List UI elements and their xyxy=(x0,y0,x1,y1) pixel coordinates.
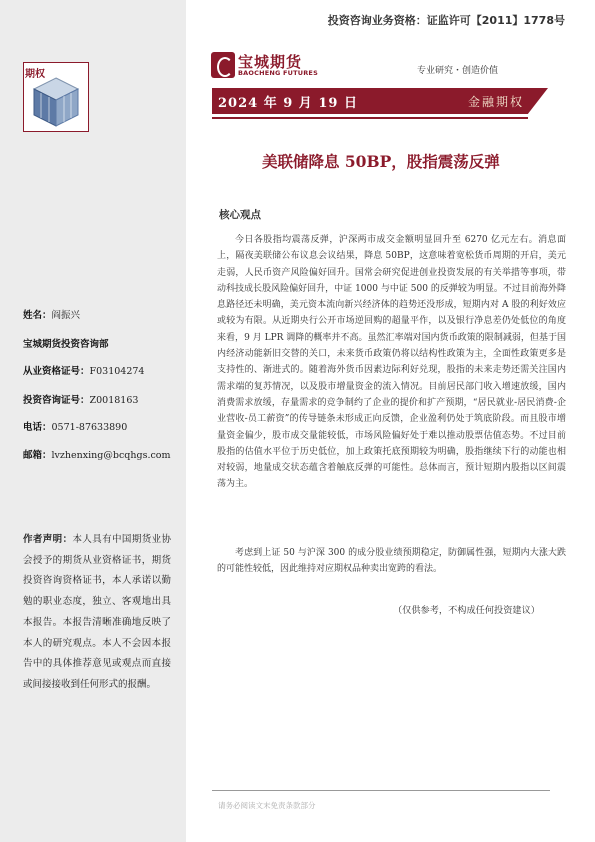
analyst-qualification xyxy=(23,363,183,377)
statement-text: 本人具有中国期货业协会授予的期货从业资格证书，期货投资咨询资格证书，本人承诺以勤勉的职业态度，独立、客观地出具本报告。本报告清晰准确地反映了本人的研究观点。本人不会因本报告中的具体推荐意见或观点而直接或间接接收到任何形式的报酬。 xyxy=(23,534,171,690)
report-date: 2024 年 9 月 19 日 xyxy=(218,96,358,111)
phone-label: 电话： xyxy=(23,422,52,433)
analyst-name-value: 阎振兴 xyxy=(51,310,81,321)
analyst-phone xyxy=(23,419,183,433)
logo-name-en: BAOCHENG FUTURES xyxy=(238,69,318,77)
license-text: 投资咨询业务资格：证监许可【2011】1778号 xyxy=(327,14,565,27)
options-badge xyxy=(23,62,89,132)
analyst-name xyxy=(23,307,183,321)
logo-icon xyxy=(211,52,235,78)
company-logo xyxy=(211,52,321,82)
analyst-name-label: 姓名： xyxy=(23,310,52,321)
reference-note: （仅供参考，不构成任何投资建议） xyxy=(393,605,540,616)
cube-icon xyxy=(31,76,81,128)
body-paragraph-1: 今日各股指均震荡反弹，沪深两市成交金额明显回升至 6270 亿元左右。消息面上，隔夜美联储公布议息会议结果，降息 50BP，这意味着宽松货币周期的开启，美元走弱，人民币资产风险偏好回升。国常会研究促进创业投资发展的有关举措等事项，带动科技成长股风险偏好回升，中证 1000 与中证 500 的反弹较为明显。不过目前海外降息路径还未明确，美元资本流向新兴经济体的趋势还没形成，短期内对 A 股的利好效应或较为有限。从近期央行公开市场逆回购的超量平作，以及银行净息差仍处低位的角度来看，9 月 LPR 调降的概率并不高。虽然汇率端对国内货币政策的限制减弱，但基于国内经济动能新旧交替的关口，未来货币政策仍将以结构性政策为主，全面性政策更多是支持性的、渐进式的。随着海外货币因素边际利好兑现，股指的未来走势还需关注国内需求端的复苏情况，以及股市增量资金的流入情况。目前居民部门收入增速放缓，国内消费需求放缓，存量需求的竞争制约了企业的提价和扩产预期，“居民就业-居民消费-企业营收-员工薪资”的传导链条未形成正向反馈，企业盈利仍处于筑底阶段。而且股市增量资金偏少，股市成交量能较低，市场风险偏好处于难以推动股票估值态势。不过目前股指的估值水平位于历史低位，加上政策托底预期较为明确，股指继续下行的动能也相对较弱，地量成交状态蕴含着触底反弹的可能性。总体而言，预计短期内股指以区间震荡为主。 xyxy=(217,235,566,490)
qualification-label: 从业资格证号： xyxy=(23,366,90,377)
analyst-email xyxy=(23,447,183,461)
body-paragraph-2: 考虑到上证 50 与沪深 300 的成分股业绩预期稳定，防御属性强，短期内大涨大跌的可能性较低，因此维持对应期权品种卖出宽跨的看法。 xyxy=(217,548,566,575)
date-banner xyxy=(212,88,548,114)
badge-label: 期权 xyxy=(25,69,45,80)
statement-label: 作者声明： xyxy=(23,534,73,545)
footer-divider xyxy=(212,790,550,791)
analyst-consulting-cert xyxy=(23,392,183,406)
email-label: 邮箱： xyxy=(23,450,52,461)
slogan: 专业研究・创造价值 xyxy=(417,66,499,76)
footer-text: 请务必阅读文末免责条款部分 xyxy=(218,801,316,810)
email-value: lvzhenxing@bcqhgs.com xyxy=(51,450,171,461)
section-heading: 核心观点 xyxy=(219,209,261,221)
qualification-value: F03104274 xyxy=(89,366,145,377)
report-type: 金融期权 xyxy=(467,95,524,109)
logo-name-cn: 宝城期货 xyxy=(238,53,303,71)
phone-value: 0571-87633890 xyxy=(51,422,128,433)
consulting-cert-label: 投资咨询证号： xyxy=(23,395,90,406)
banner-divider xyxy=(212,117,528,119)
author-statement xyxy=(23,530,171,696)
report-title: 美联储降息 50BP，股指震荡反弹 xyxy=(262,152,500,171)
analyst-department: 宝城期货投资咨询部 xyxy=(23,339,109,350)
consulting-cert-value: Z0018163 xyxy=(89,395,139,406)
